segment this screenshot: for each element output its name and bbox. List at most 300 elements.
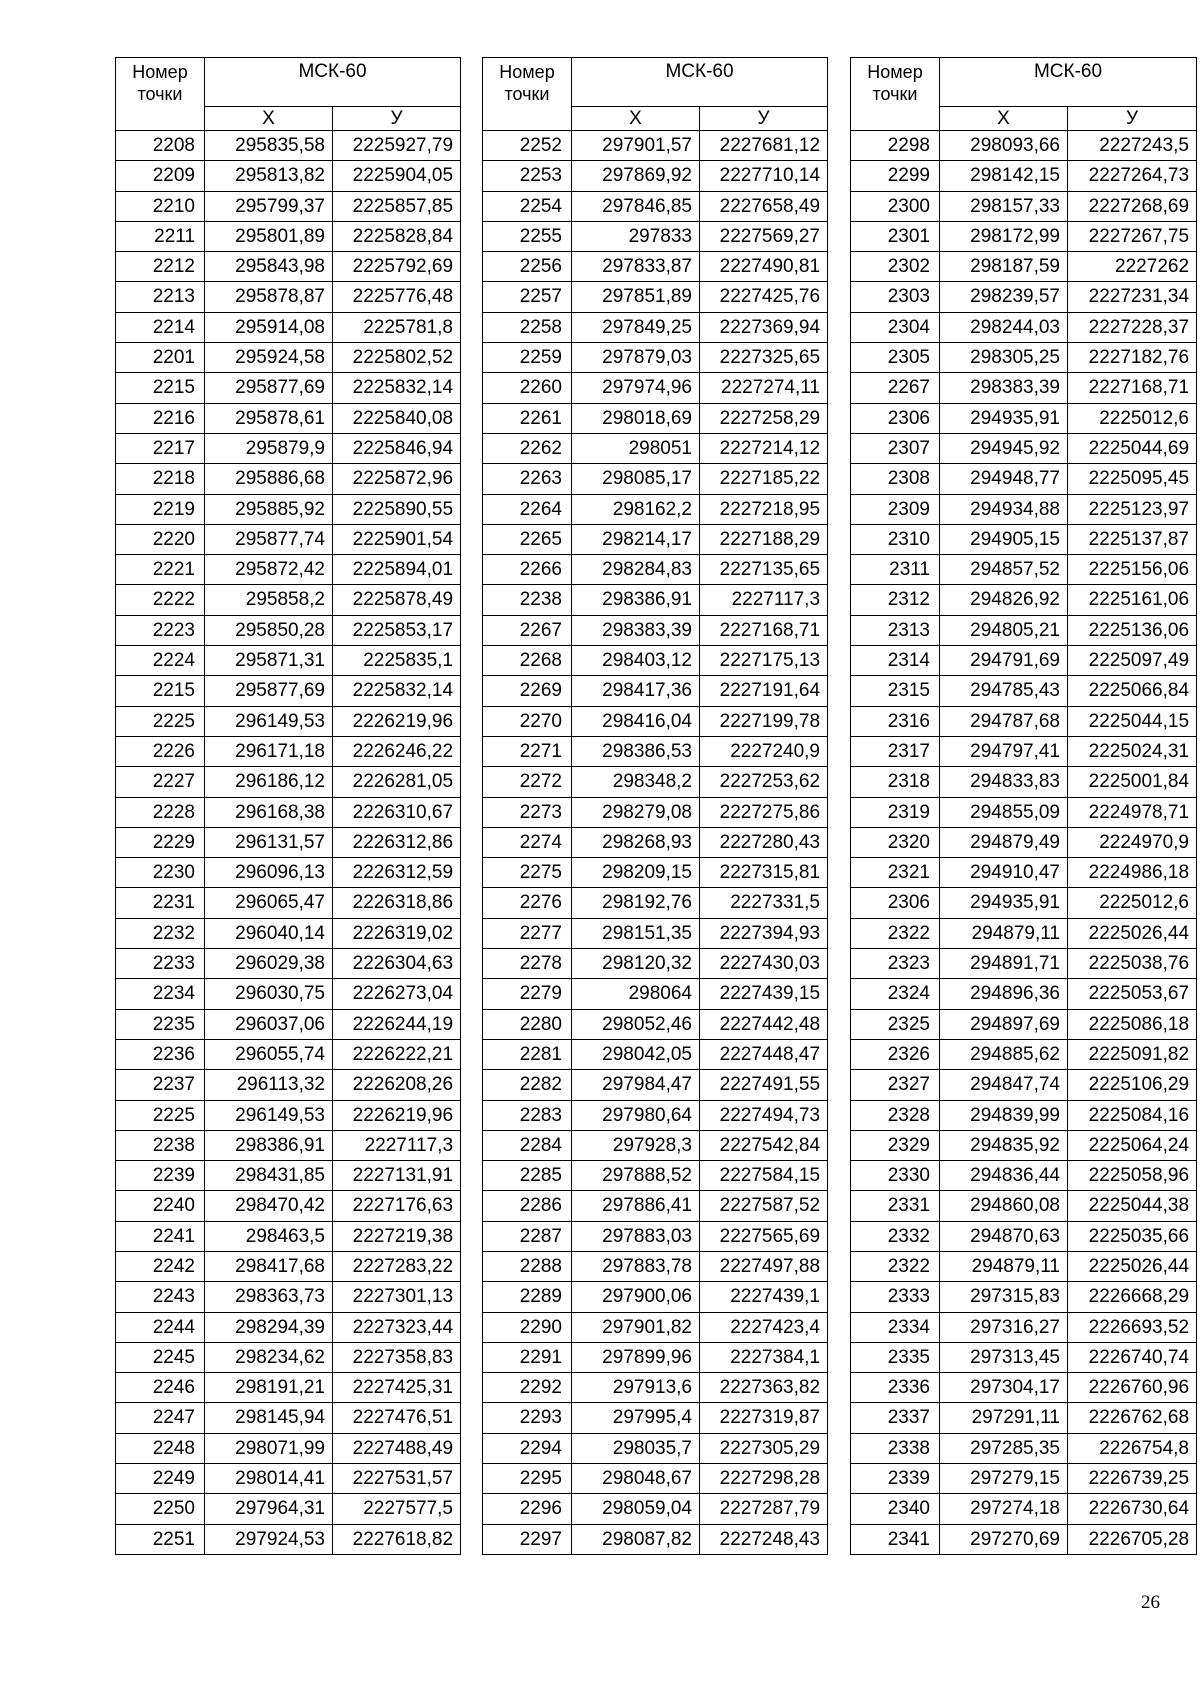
y-coordinate-cell: 2225001,84: [1068, 767, 1197, 797]
y-coordinate-cell: 2226730,64: [1068, 1494, 1197, 1524]
point-number-cell: 2336: [851, 1373, 940, 1403]
point-number-cell: 2298: [851, 131, 940, 161]
point-number-cell: 2281: [483, 1039, 572, 1069]
table-row: [116, 464, 461, 494]
y-coordinate-cell: 2225123,97: [1068, 494, 1197, 524]
point-number-cell: 2273: [483, 797, 572, 827]
point-number-cell: 2223: [116, 615, 205, 645]
x-coordinate-cell: 294891,71: [940, 949, 1068, 979]
x-coordinate-cell: 298172,99: [940, 221, 1068, 251]
point-number-cell: 2315: [851, 676, 940, 706]
table-row: [116, 585, 461, 615]
table-row: [116, 676, 461, 706]
table-row: [851, 1464, 1197, 1494]
y-coordinate-cell: 2227681,12: [700, 131, 828, 161]
y-coordinate-cell: 2225137,87: [1068, 524, 1197, 554]
y-coordinate-cell: 2227425,76: [700, 282, 828, 312]
y-column-header: У: [1068, 107, 1197, 131]
x-coordinate-cell: 295850,28: [205, 615, 333, 645]
point-number-cell: 2224: [116, 646, 205, 676]
y-coordinate-cell: 2227587,52: [700, 1191, 828, 1221]
y-coordinate-cell: 2225901,54: [333, 524, 461, 554]
y-coordinate-cell: 2227565,69: [700, 1221, 828, 1251]
table-row: [851, 1191, 1197, 1221]
y-coordinate-cell: 2227490,81: [700, 252, 828, 282]
point-number-header: Номер точки: [116, 58, 205, 131]
table-row: [483, 676, 828, 706]
table-row: [851, 555, 1197, 585]
table-row: [851, 646, 1197, 676]
y-coordinate-cell: 2225012,6: [1068, 403, 1197, 433]
y-coordinate-cell: 2224970,9: [1068, 827, 1197, 857]
table-row: [116, 1524, 461, 1554]
y-coordinate-cell: 2227168,71: [700, 615, 828, 645]
table-row: [851, 252, 1197, 282]
y-coordinate-cell: 2225828,84: [333, 221, 461, 251]
table-row: [483, 888, 828, 918]
x-coordinate-cell: 297833,87: [572, 252, 700, 282]
y-coordinate-cell: 2227325,65: [700, 343, 828, 373]
x-coordinate-cell: 294785,43: [940, 676, 1068, 706]
y-coordinate-cell: 2227287,79: [700, 1494, 828, 1524]
table-row: [483, 1494, 828, 1524]
table-row: [483, 161, 828, 191]
point-number-cell: 2215: [116, 676, 205, 706]
page-number: 26: [1141, 1592, 1160, 1613]
x-coordinate-cell: 297964,31: [205, 1494, 333, 1524]
point-number-cell: 2303: [851, 282, 940, 312]
table-row: [851, 858, 1197, 888]
table-row: [851, 494, 1197, 524]
x-coordinate-cell: 298268,93: [572, 827, 700, 857]
x-coordinate-cell: 298162,2: [572, 494, 700, 524]
x-coordinate-cell: 296055,74: [205, 1039, 333, 1069]
y-coordinate-cell: 2227248,43: [700, 1524, 828, 1554]
x-coordinate-cell: 297270,69: [940, 1524, 1068, 1554]
table-row: [851, 767, 1197, 797]
point-number-cell: 2210: [116, 191, 205, 221]
point-number-cell: 2263: [483, 464, 572, 494]
table-row: [483, 282, 828, 312]
point-number-cell: 2306: [851, 888, 940, 918]
y-coordinate-cell: 2227219,38: [333, 1221, 461, 1251]
x-coordinate-cell: 297846,85: [572, 191, 700, 221]
y-coordinate-cell: 2226754,8: [1068, 1433, 1197, 1463]
point-number-cell: 2234: [116, 979, 205, 1009]
point-number-cell: 2322: [851, 918, 940, 948]
table-row: [116, 979, 461, 1009]
table-row: [851, 585, 1197, 615]
table-row: [116, 1191, 461, 1221]
x-coordinate-cell: 297285,35: [940, 1433, 1068, 1463]
point-number-cell: 2237: [116, 1070, 205, 1100]
table-row: [116, 1433, 461, 1463]
x-coordinate-cell: 295878,61: [205, 403, 333, 433]
point-number-cell: 2306: [851, 403, 940, 433]
table-row: [483, 1191, 828, 1221]
y-coordinate-cell: 2225802,52: [333, 343, 461, 373]
x-coordinate-cell: 295872,42: [205, 555, 333, 585]
x-coordinate-cell: 294935,91: [940, 403, 1068, 433]
table-row: [851, 1403, 1197, 1433]
table-row: [483, 827, 828, 857]
table-row: [483, 221, 828, 251]
x-coordinate-cell: 297886,41: [572, 1191, 700, 1221]
x-coordinate-cell: 296065,47: [205, 888, 333, 918]
point-number-cell: 2284: [483, 1130, 572, 1160]
x-coordinate-cell: 298042,05: [572, 1039, 700, 1069]
point-number-cell: 2240: [116, 1191, 205, 1221]
y-coordinate-cell: 2226740,74: [1068, 1342, 1197, 1372]
y-coordinate-cell: 2227358,83: [333, 1342, 461, 1372]
table-row: [851, 282, 1197, 312]
table-row: [116, 1039, 461, 1069]
table-row: [483, 1464, 828, 1494]
table-row: [116, 827, 461, 857]
y-coordinate-cell: 2226244,19: [333, 1009, 461, 1039]
point-number-cell: 2215: [116, 373, 205, 403]
point-number-cell: 2339: [851, 1464, 940, 1494]
point-number-cell: 2209: [116, 161, 205, 191]
y-coordinate-cell: 2226208,26: [333, 1070, 461, 1100]
table-row: [851, 1100, 1197, 1130]
table-row: [851, 433, 1197, 463]
y-coordinate-cell: 2225781,8: [333, 312, 461, 342]
x-coordinate-cell: 297883,03: [572, 1221, 700, 1251]
table-row: [851, 1373, 1197, 1403]
x-coordinate-cell: 298416,04: [572, 706, 700, 736]
point-number-cell: 2218: [116, 464, 205, 494]
y-coordinate-cell: 2225084,16: [1068, 1100, 1197, 1130]
x-coordinate-cell: 297888,52: [572, 1161, 700, 1191]
table-row: [116, 131, 461, 161]
point-number-cell: 2340: [851, 1494, 940, 1524]
point-number-cell: 2255: [483, 221, 572, 251]
y-coordinate-cell: 2227423,4: [700, 1312, 828, 1342]
point-number-cell: 2283: [483, 1100, 572, 1130]
x-coordinate-cell: 297901,82: [572, 1312, 700, 1342]
x-coordinate-cell: 298087,82: [572, 1524, 700, 1554]
point-number-cell: 2314: [851, 646, 940, 676]
x-coordinate-cell: 294879,11: [940, 1251, 1068, 1281]
y-coordinate-cell: 2227425,31: [333, 1373, 461, 1403]
x-coordinate-cell: 294787,68: [940, 706, 1068, 736]
x-coordinate-cell: 294879,49: [940, 827, 1068, 857]
x-coordinate-cell: 298145,94: [205, 1403, 333, 1433]
table-row: [483, 706, 828, 736]
point-number-header: Номер точки: [483, 58, 572, 131]
y-coordinate-cell: 2225066,84: [1068, 676, 1197, 706]
point-number-cell: 2295: [483, 1464, 572, 1494]
point-number-cell: 2291: [483, 1342, 572, 1372]
x-coordinate-cell: 298417,68: [205, 1251, 333, 1281]
x-coordinate-cell: 297924,53: [205, 1524, 333, 1554]
y-coordinate-cell: 2227369,94: [700, 312, 828, 342]
table-row: [851, 1282, 1197, 1312]
table-row: [851, 312, 1197, 342]
table-row: [483, 736, 828, 766]
x-coordinate-cell: 297291,11: [940, 1403, 1068, 1433]
x-coordinate-cell: 294826,92: [940, 585, 1068, 615]
x-coordinate-cell: 298051: [572, 433, 700, 463]
y-coordinate-cell: 2227394,93: [700, 918, 828, 948]
x-coordinate-cell: 298187,59: [940, 252, 1068, 282]
y-coordinate-cell: 2225053,67: [1068, 979, 1197, 1009]
table-row: [851, 1312, 1197, 1342]
point-number-cell: 2294: [483, 1433, 572, 1463]
x-coordinate-cell: 298239,57: [940, 282, 1068, 312]
point-number-cell: 2211: [116, 221, 205, 251]
point-number-cell: 2324: [851, 979, 940, 1009]
point-number-cell: 2242: [116, 1251, 205, 1281]
y-coordinate-cell: 2225832,14: [333, 373, 461, 403]
table-row: [116, 918, 461, 948]
y-coordinate-cell: 2225058,96: [1068, 1161, 1197, 1191]
table-row: [483, 464, 828, 494]
y-coordinate-cell: 2225086,18: [1068, 1009, 1197, 1039]
table-row: [483, 403, 828, 433]
point-number-cell: 2238: [116, 1130, 205, 1160]
table-row: [483, 433, 828, 463]
x-coordinate-cell: 297901,57: [572, 131, 700, 161]
x-coordinate-cell: 294847,74: [940, 1070, 1068, 1100]
table-row: [483, 585, 828, 615]
table-row: [483, 1039, 828, 1069]
table-row: [851, 524, 1197, 554]
table-row: [483, 797, 828, 827]
point-number-header: Номер точки: [851, 58, 940, 131]
table-row: [483, 373, 828, 403]
y-coordinate-cell: 2226281,05: [333, 767, 461, 797]
point-number-cell: 2279: [483, 979, 572, 1009]
y-coordinate-cell: 2227476,51: [333, 1403, 461, 1433]
x-coordinate-cell: 294934,88: [940, 494, 1068, 524]
table-row: [116, 555, 461, 585]
x-coordinate-cell: 294797,41: [940, 736, 1068, 766]
y-coordinate-cell: 2227430,03: [700, 949, 828, 979]
x-coordinate-cell: 294870,63: [940, 1221, 1068, 1251]
y-coordinate-cell: 2226693,52: [1068, 1312, 1197, 1342]
x-coordinate-cell: 294948,77: [940, 464, 1068, 494]
x-coordinate-cell: 298048,67: [572, 1464, 700, 1494]
point-number-cell: 2301: [851, 221, 940, 251]
x-coordinate-cell: 294855,09: [940, 797, 1068, 827]
coordinate-system-header: МСК-60: [572, 58, 828, 107]
x-coordinate-cell: 298386,53: [572, 736, 700, 766]
y-coordinate-cell: 2227231,34: [1068, 282, 1197, 312]
table-row: [483, 1342, 828, 1372]
point-number-cell: 2264: [483, 494, 572, 524]
y-coordinate-cell: 2226273,04: [333, 979, 461, 1009]
x-coordinate-cell: 298071,99: [205, 1433, 333, 1463]
y-coordinate-cell: 2226304,63: [333, 949, 461, 979]
table-row: [483, 494, 828, 524]
x-coordinate-cell: 297316,27: [940, 1312, 1068, 1342]
y-coordinate-cell: 2227569,27: [700, 221, 828, 251]
x-coordinate-cell: 294860,08: [940, 1191, 1068, 1221]
x-coordinate-cell: 298191,21: [205, 1373, 333, 1403]
point-number-cell: 2236: [116, 1039, 205, 1069]
x-coordinate-cell: 297833: [572, 221, 700, 251]
point-number-cell: 2233: [116, 949, 205, 979]
point-number-cell: 2201: [116, 343, 205, 373]
table-row: [483, 615, 828, 645]
y-coordinate-cell: 2225792,69: [333, 252, 461, 282]
x-coordinate-cell: 298064: [572, 979, 700, 1009]
x-coordinate-cell: 298279,08: [572, 797, 700, 827]
y-coordinate-cell: 2227491,55: [700, 1070, 828, 1100]
point-number-cell: 2308: [851, 464, 940, 494]
x-coordinate-cell: 296037,06: [205, 1009, 333, 1039]
coordinates-table-1: [115, 57, 461, 1555]
table-row: [851, 221, 1197, 251]
table-row: [483, 1070, 828, 1100]
x-coordinate-cell: 298059,04: [572, 1494, 700, 1524]
point-number-cell: 2326: [851, 1039, 940, 1069]
point-number-cell: 2252: [483, 131, 572, 161]
table-row: [483, 1312, 828, 1342]
y-coordinate-cell: 2227315,81: [700, 858, 828, 888]
point-number-cell: 2265: [483, 524, 572, 554]
table-row: [483, 1282, 828, 1312]
x-coordinate-cell: 294885,62: [940, 1039, 1068, 1069]
x-coordinate-cell: 295924,58: [205, 343, 333, 373]
point-number-cell: 2243: [116, 1282, 205, 1312]
y-coordinate-cell: 2227240,9: [700, 736, 828, 766]
x-coordinate-cell: 298363,73: [205, 1282, 333, 1312]
x-coordinate-cell: 295801,89: [205, 221, 333, 251]
x-coordinate-cell: 298234,62: [205, 1342, 333, 1372]
table-row: [116, 373, 461, 403]
x-coordinate-cell: 296131,57: [205, 827, 333, 857]
x-coordinate-cell: 297913,6: [572, 1373, 700, 1403]
y-coordinate-cell: 2224986,18: [1068, 858, 1197, 888]
x-coordinate-cell: 297274,18: [940, 1494, 1068, 1524]
x-coordinate-cell: 297315,83: [940, 1282, 1068, 1312]
y-coordinate-cell: 2227497,88: [700, 1251, 828, 1281]
point-number-cell: 2241: [116, 1221, 205, 1251]
point-number-cell: 2262: [483, 433, 572, 463]
point-number-cell: 2272: [483, 767, 572, 797]
point-number-cell: 2214: [116, 312, 205, 342]
table-row: [116, 282, 461, 312]
point-number-cell: 2225: [116, 706, 205, 736]
y-coordinate-cell: 2225156,06: [1068, 555, 1197, 585]
table-row: [116, 1373, 461, 1403]
x-coordinate-cell: 294805,21: [940, 615, 1068, 645]
point-number-cell: 2317: [851, 736, 940, 766]
x-coordinate-cell: 298142,15: [940, 161, 1068, 191]
point-number-cell: 2274: [483, 827, 572, 857]
table-row: [116, 494, 461, 524]
point-number-cell: 2228: [116, 797, 205, 827]
y-coordinate-cell: 2227331,5: [700, 888, 828, 918]
y-coordinate-cell: 2227262: [1068, 252, 1197, 282]
x-coordinate-cell: 295877,74: [205, 524, 333, 554]
table-row: [116, 706, 461, 736]
y-coordinate-cell: 2227168,71: [1068, 373, 1197, 403]
point-number-cell: 2260: [483, 373, 572, 403]
table-row: [483, 949, 828, 979]
x-coordinate-cell: 298383,39: [572, 615, 700, 645]
point-number-cell: 2304: [851, 312, 940, 342]
table-row: [483, 191, 828, 221]
y-coordinate-cell: 2225927,79: [333, 131, 461, 161]
y-coordinate-cell: 2226705,28: [1068, 1524, 1197, 1554]
x-coordinate-cell: 298151,35: [572, 918, 700, 948]
y-coordinate-cell: 2225136,06: [1068, 615, 1197, 645]
point-number-cell: 2280: [483, 1009, 572, 1039]
x-coordinate-cell: 298244,03: [940, 312, 1068, 342]
y-coordinate-cell: 2227710,14: [700, 161, 828, 191]
point-number-cell: 2221: [116, 555, 205, 585]
point-number-cell: 2310: [851, 524, 940, 554]
point-number-cell: 2229: [116, 827, 205, 857]
x-coordinate-cell: 298348,2: [572, 767, 700, 797]
y-coordinate-cell: 2225161,06: [1068, 585, 1197, 615]
y-coordinate-cell: 2227176,63: [333, 1191, 461, 1221]
point-number-cell: 2318: [851, 767, 940, 797]
table-row: [483, 131, 828, 161]
point-number-cell: 2222: [116, 585, 205, 615]
table-row: [116, 252, 461, 282]
point-number-cell: 2239: [116, 1161, 205, 1191]
point-number-cell: 2322: [851, 1251, 940, 1281]
y-coordinate-cell: 2225894,01: [333, 555, 461, 585]
y-column-header: У: [333, 107, 461, 131]
x-coordinate-cell: 296171,18: [205, 736, 333, 766]
x-coordinate-cell: 298093,66: [940, 131, 1068, 161]
table-row: [116, 433, 461, 463]
table-row: [851, 343, 1197, 373]
y-coordinate-cell: 2226312,86: [333, 827, 461, 857]
x-coordinate-cell: 295858,2: [205, 585, 333, 615]
point-number-cell: 2320: [851, 827, 940, 857]
x-coordinate-cell: 295871,31: [205, 646, 333, 676]
point-number-cell: 2282: [483, 1070, 572, 1100]
point-number-cell: 2267: [851, 373, 940, 403]
table-row: [116, 1403, 461, 1433]
x-coordinate-cell: 294836,44: [940, 1161, 1068, 1191]
x-coordinate-cell: 294791,69: [940, 646, 1068, 676]
y-coordinate-cell: 2227363,82: [700, 1373, 828, 1403]
table-row: [483, 343, 828, 373]
x-coordinate-cell: 298052,46: [572, 1009, 700, 1039]
x-coordinate-cell: 297928,3: [572, 1130, 700, 1160]
x-coordinate-cell: 294896,36: [940, 979, 1068, 1009]
table-row: [851, 464, 1197, 494]
table-row: [483, 1130, 828, 1160]
x-coordinate-cell: 297995,4: [572, 1403, 700, 1433]
y-coordinate-cell: 2226668,29: [1068, 1282, 1197, 1312]
point-number-cell: 2335: [851, 1342, 940, 1372]
table-row: [483, 555, 828, 585]
y-coordinate-cell: 2227267,75: [1068, 221, 1197, 251]
table-row: [116, 949, 461, 979]
point-number-cell: 2325: [851, 1009, 940, 1039]
x-coordinate-cell: 297313,45: [940, 1342, 1068, 1372]
x-coordinate-cell: 295879,9: [205, 433, 333, 463]
point-number-cell: 2311: [851, 555, 940, 585]
point-number-cell: 2277: [483, 918, 572, 948]
y-coordinate-cell: 2225012,6: [1068, 888, 1197, 918]
y-coordinate-cell: 2227185,22: [700, 464, 828, 494]
y-coordinate-cell: 2227228,37: [1068, 312, 1197, 342]
y-coordinate-cell: 2227448,47: [700, 1039, 828, 1069]
x-coordinate-cell: 294910,47: [940, 858, 1068, 888]
x-coordinate-cell: 298157,33: [940, 191, 1068, 221]
table-row: [483, 767, 828, 797]
